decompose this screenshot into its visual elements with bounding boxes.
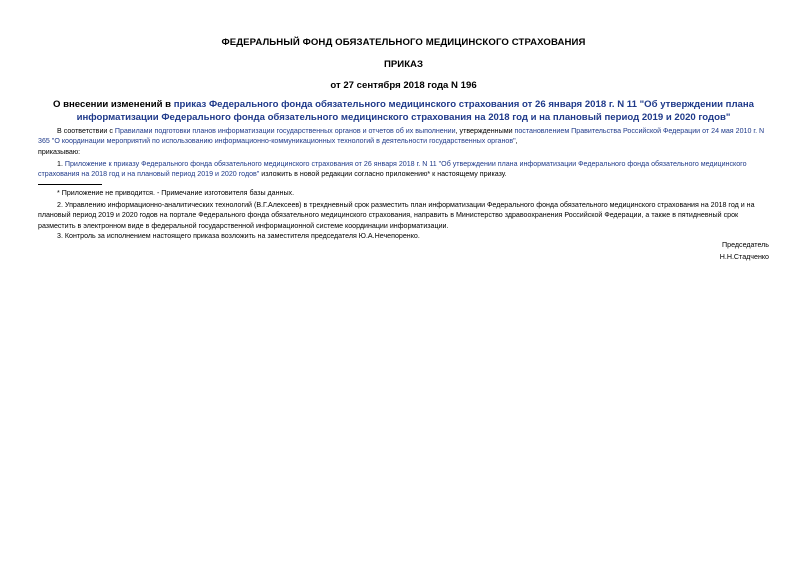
- item-3-paragraph: 3. Контроль за исполнением настоящего приказа возложить на заместителя председателя Ю.А.Нечепоренко.: [57, 232, 420, 240]
- intro-text-3: ,: [515, 137, 518, 146]
- signature-position: Председатель: [722, 241, 769, 249]
- rules-link[interactable]: Правилами подготовки планов информатизации государственных органов и отчетов об их выполнении: [114, 127, 456, 135]
- appendix-link[interactable]: Приложение к приказу Федерального фонда обязательного медицинского страхования от 26 января 2018 г. N 11 "Об утверждении плана информатизации Федерального фонда обязательного медицинского страхования на 2018 год и на плановый период 2019 и 2020 годов": [38, 160, 747, 179]
- prikazyvayu-text: приказываю:: [38, 148, 81, 156]
- footnote-separator: [38, 184, 102, 185]
- signature-name: Н.Н.Стадченко: [719, 253, 769, 261]
- subject-prefix: О внесении изменений в: [52, 99, 174, 110]
- footnote: * Приложение не приводится. - Примечание изготовителя базы данных.: [57, 189, 295, 197]
- intro-paragraph: [38, 126, 769, 147]
- item-1-number: 1.: [57, 160, 65, 168]
- subject-link[interactable]: приказ Федерального фонда обязательного медицинского страхования от 26 января 2018 г. N 11 "Об утверждении плана информатизации Федерального фонда обязательного медицинского страхования на 2018 год и на плановый период 2019 и 2020 годов": [76, 99, 755, 123]
- document-date-number: от 27 сентября 2018 года N 196: [330, 80, 477, 91]
- intro-text-1: В соответствии с: [57, 127, 115, 135]
- resolution-link[interactable]: постановлением Правительства Российской Федерации от 24 мая 2010 г. N 365 "О координации мероприятий по использованию информационно-коммуникационных технологий в деятельности государственных органов": [38, 127, 765, 146]
- item-2-paragraph: 2. Управлению информационно-аналитических технологий (В.Г.Алексеев) в трехдневный срок разместить план информатизации Федерального фонда обязательного медицинского страхования на 2018 год и на плановый период 2019 и 2020 годов на портале Федерального фонда обязательного медицинского страхования, направить в Министерство здравоохранения Российской Федерации, а также в пятидневный срок разместить в электронном виде в федеральной государственной информационной системе координации информатизации.: [38, 201, 755, 230]
- item-1-paragraph: [38, 159, 769, 180]
- intro-text-2: , утвержденными: [455, 127, 515, 135]
- organization-heading: ФЕДЕРАЛЬНЫЙ ФОНД ОБЯЗАТЕЛЬНОГО МЕДИЦИНСКОГО СТРАХОВАНИЯ: [221, 37, 586, 48]
- document-subject: [36, 98, 771, 124]
- document-type: ПРИКАЗ: [384, 59, 423, 70]
- item-1-rest: изложить в новой редакции согласно приложению* к настоящему приказу.: [259, 170, 507, 179]
